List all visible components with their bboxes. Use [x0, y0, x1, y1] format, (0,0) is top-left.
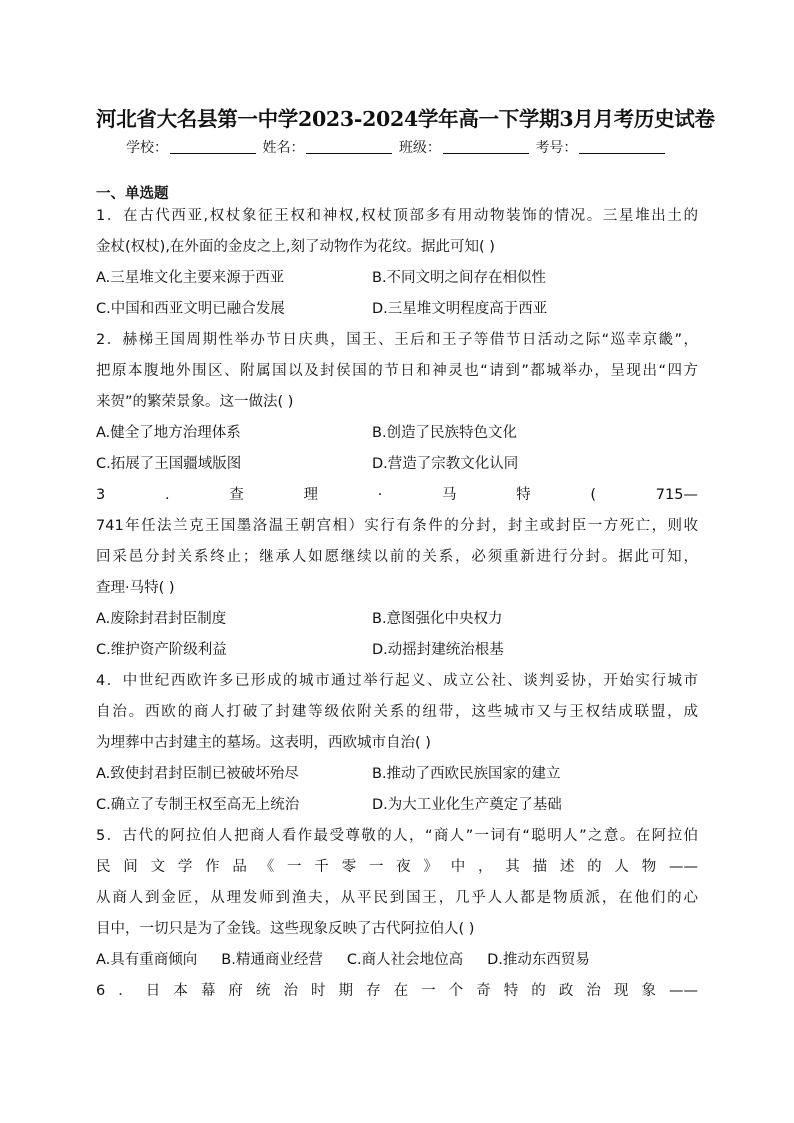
option-c[interactable]: C.中国和西亚文明已融合发展 [96, 301, 285, 317]
info-label-exam-number: 考号： [535, 140, 578, 156]
spread-token: 理 [303, 487, 318, 503]
option-d[interactable]: D.推动东西贸易 [487, 952, 590, 968]
question-6 [96, 976, 698, 1007]
options-row [96, 945, 698, 976]
info-label-school: 学校： [126, 140, 168, 156]
question-2 [96, 325, 698, 480]
options-row [96, 790, 698, 821]
question-line: 回采邑分封关系终止；继承人如愿继续以前的关系，必须重新进行分封。据此可知， [96, 549, 698, 565]
info-label-name: 姓名： [262, 140, 305, 156]
options-row [96, 418, 698, 449]
question-line: 把原本腹地外围区、附属国以及封侯国的节日和神灵也“请到”都城举办，呈现出“四方 [96, 363, 698, 379]
option-c[interactable]: C.商人社会地位高 [346, 952, 464, 968]
section-title: 一、单选题 [96, 186, 169, 202]
question-4 [96, 666, 698, 821]
question-line: 来贺”的繁荣景象。这一做法( ) [96, 394, 294, 410]
option-d[interactable]: D.动摇封建统治根基 [372, 642, 504, 658]
option-c[interactable]: C.拓展了王国疆域版图 [96, 456, 242, 472]
question-line-spread [96, 480, 698, 511]
question-line: 民间文学作品《一千零一夜》中，其描述的人物—— [96, 859, 698, 875]
class-blank[interactable] [443, 139, 529, 154]
option-a[interactable]: A.废除封君封臣制度 [96, 611, 227, 627]
school-blank[interactable] [170, 139, 256, 154]
option-c[interactable]: C.维护资产阶级利益 [96, 642, 227, 658]
page-title: 河北省大名县第一中学2023-2024学年高一下学期3月月考历史试卷 [96, 107, 715, 131]
name-blank[interactable] [306, 139, 392, 154]
option-b[interactable]: B.推动了西欧民族国家的建立 [372, 766, 561, 782]
options-row [96, 604, 698, 635]
student-info-row [126, 137, 686, 157]
question-line: 4．中世纪西欧许多已形成的城市通过举行起义、成立公社、谈判妥协，开始实行城市 [96, 673, 698, 689]
question-line: 2．赫梯王国周期性举办节日庆典，国王、王后和王子等借节日活动之际“巡幸京畿”， [96, 332, 698, 348]
question-line: 查理·马特( ) [96, 580, 175, 596]
option-a[interactable]: A.三星堆文化主要来源于西亚 [96, 270, 285, 286]
question-line: 从商人到金匠，从理发师到渔夫，从平民到国王，几乎人人都是物质派，在他们的心 [96, 890, 698, 906]
spread-token: 马 [441, 487, 457, 503]
question-line: 金杖(权杖),在外面的金皮之上,刻了动物作为花纹。据此可知( ) [96, 239, 495, 255]
question-line: 1．在古代西亚,权杖象征王权和神权,权杖顶部多有用动物装饰的情况。三星堆出土的 [96, 208, 698, 224]
question-3 [96, 480, 698, 666]
option-d[interactable]: D.为大工业化生产奠定了基础 [372, 797, 562, 813]
option-c[interactable]: C.确立了专制王权至高无上统治 [96, 797, 300, 813]
options-row [96, 263, 698, 294]
question-line: 为埋葬中古封建主的墓场。这表明，西欧城市自治( ) [96, 735, 431, 751]
options-row [96, 635, 698, 666]
question-list [96, 201, 698, 1007]
option-d[interactable]: D.营造了宗教文化认同 [372, 456, 519, 472]
option-a[interactable]: A.健全了地方治理体系 [96, 425, 241, 441]
spread-token: 3 [96, 487, 106, 503]
question-line: 6．日本幕府统治时期存在一个奇特的政治现象—— [96, 983, 698, 999]
options-row [96, 759, 698, 790]
spread-token: 特 [516, 487, 531, 503]
spread-token: ( [590, 487, 597, 503]
option-b[interactable]: B.意图强化中央权力 [372, 611, 503, 627]
question-line: 741年任法兰克王国墨洛温王朝宫相）实行有条件的分封，封主或封臣一方死亡，则收 [96, 518, 698, 534]
option-d[interactable]: D.三星堆文明程度高于西亚 [372, 301, 548, 317]
option-a[interactable]: A.具有重商倾向 [96, 952, 198, 968]
options-row [96, 294, 698, 325]
question-1 [96, 201, 698, 325]
options-row [96, 449, 698, 480]
spread-token: 715— [655, 487, 698, 503]
info-label-class: 班级： [398, 140, 441, 156]
question-line: 目中，一切只是为了金钱。这些现象反映了古代阿拉伯人( ) [96, 921, 475, 937]
question-line: 5．古代的阿拉伯人把商人看作最受尊敬的人，“商人”一词有“聪明人”之意。在阿拉伯 [96, 828, 698, 844]
spread-token: . [164, 487, 170, 503]
spread-token: 查 [229, 487, 244, 503]
option-b[interactable]: B.不同文明之间存在相似性 [372, 270, 547, 286]
exam-number-blank[interactable] [579, 139, 665, 154]
question-line: 自治。西欧的商人打破了封建等级依附关系的纽带，这些城市又与王权结成联盟，成 [96, 704, 698, 720]
question-5 [96, 821, 698, 976]
option-b[interactable]: B.创造了民族特色文化 [372, 425, 518, 441]
spread-token: · [377, 487, 383, 503]
option-a[interactable]: A.致使封君封臣制已被破坏殆尽 [96, 766, 299, 782]
option-b[interactable]: B.精通商业经营 [221, 952, 323, 968]
